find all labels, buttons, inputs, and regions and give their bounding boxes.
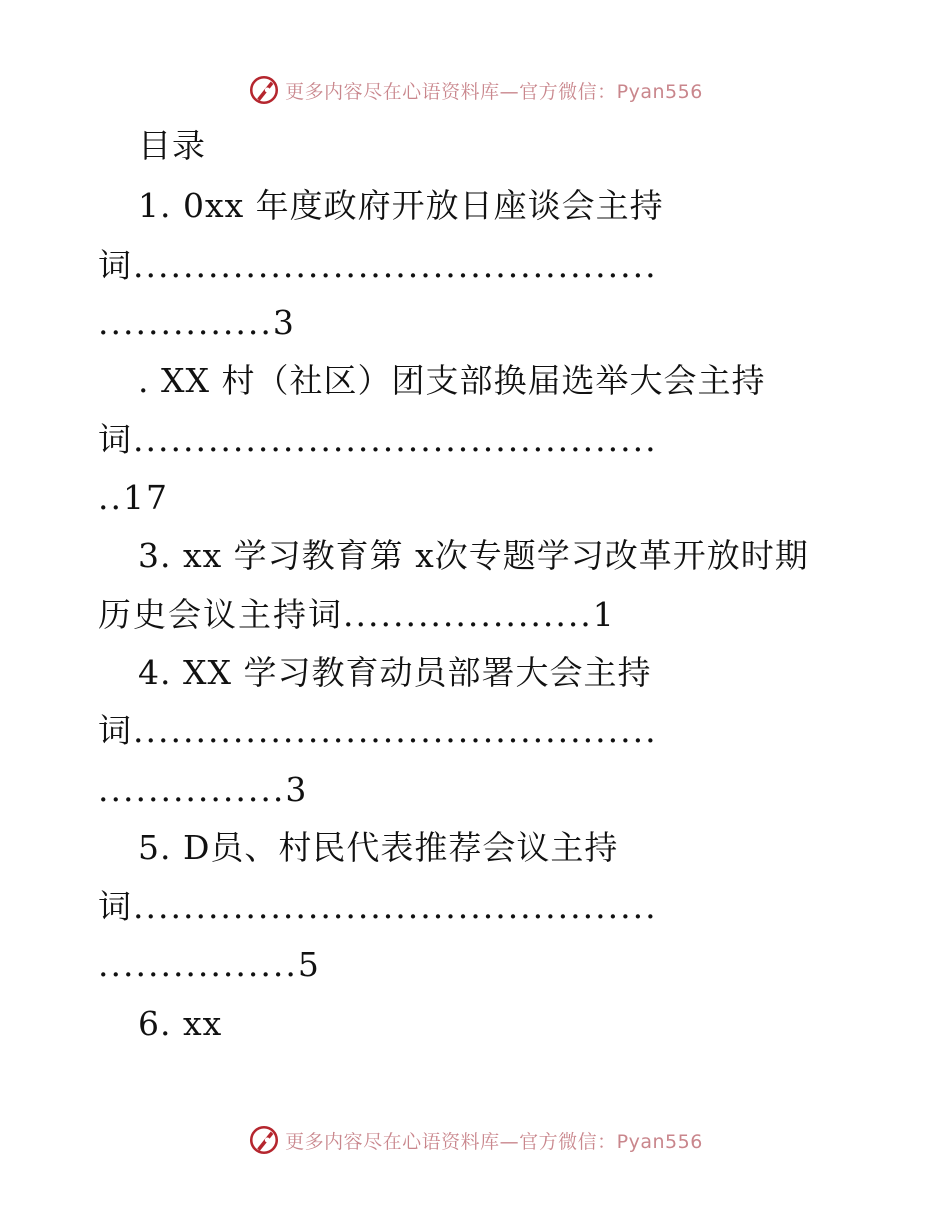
toc-entry-1-page: ..............3 xyxy=(98,303,296,342)
toc-entry-5-leader: 词.......................................... xyxy=(98,887,658,926)
toc-entry-4-title: 4. XX 学习教育动员部署大会主持 xyxy=(138,653,652,692)
toc-entry-3-title: 3. xx 学习教育第 x次专题学习改革开放时期 xyxy=(138,536,809,575)
banner-text: 更多内容尽在心语资料库—官方微信：Pyan556 xyxy=(285,80,703,103)
toc-entry-2-title: . XX 村（社区）团支部换届选举大会主持 xyxy=(138,361,766,400)
pen-circle-logo-icon xyxy=(247,73,281,107)
toc-entry-3-title-cont: 历史会议主持词....................1 xyxy=(98,595,616,634)
toc-entry-1-leader: 词.......................................... xyxy=(98,246,658,285)
toc-entry-1-title: 1. 0xx 年度政府开放日座谈会主持 xyxy=(138,186,664,225)
toc-entry-5-title: 5. D员、村民代表推荐会议主持 xyxy=(138,828,619,867)
toc-entry-5-page: ................5 xyxy=(98,945,321,984)
footer-watermark-banner xyxy=(0,1120,950,1160)
toc-entry-4-leader: 词.......................................... xyxy=(98,711,658,750)
toc-entry-2-leader: 词.......................................... xyxy=(98,420,658,459)
toc-entry-6-title: 6. xx xyxy=(138,1004,223,1043)
banner-text: 更多内容尽在心语资料库—官方微信：Pyan556 xyxy=(285,1130,703,1153)
toc-heading: 目录 xyxy=(138,126,206,165)
pen-circle-logo-icon xyxy=(247,1123,281,1157)
toc-entry-2-page: ..17 xyxy=(98,478,169,517)
header-watermark-banner xyxy=(0,70,950,110)
toc-entry-4-page: ...............3 xyxy=(98,770,309,809)
